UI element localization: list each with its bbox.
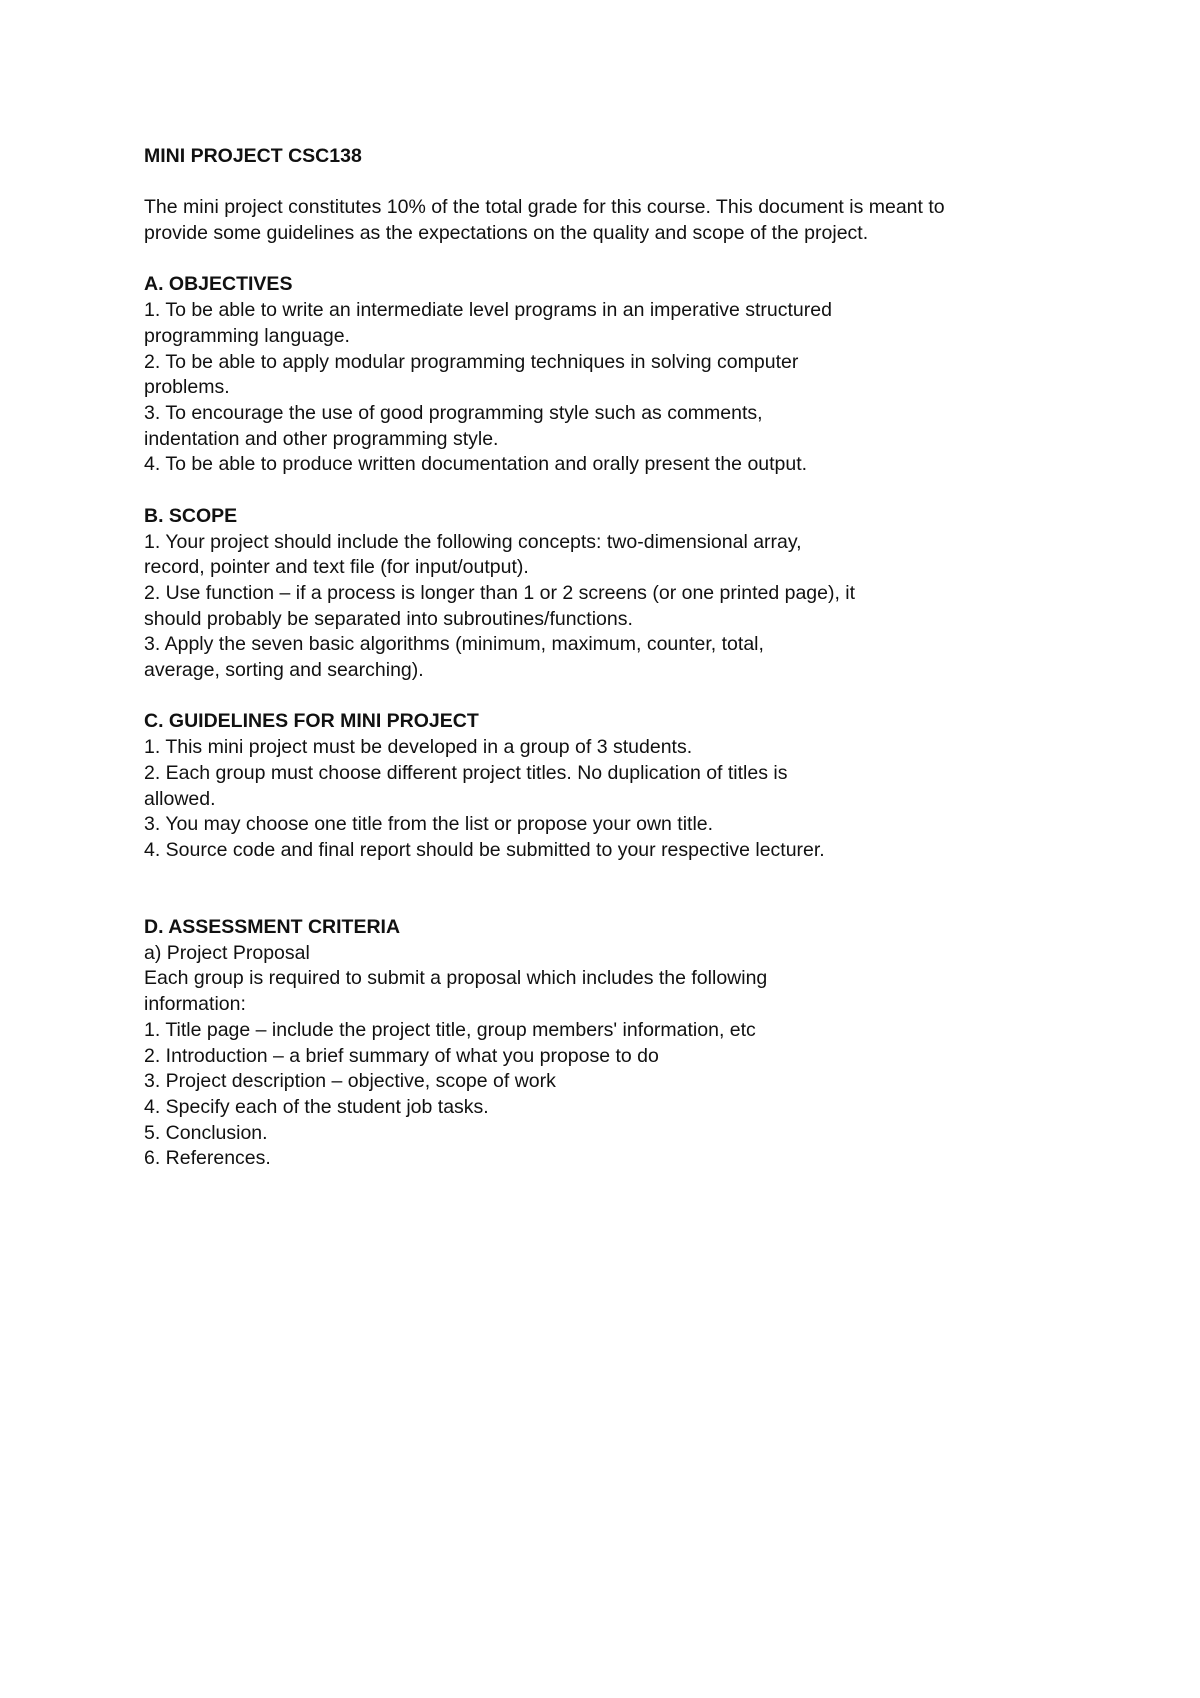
section-heading-guidelines: C. GUIDELINES FOR MINI PROJECT [144,710,479,733]
assessment-line: Each group is required to submit a proposal which includes the following [144,967,768,990]
guidelines-line: 4. Source code and final report should be submitted to your respective lecturer. [144,838,825,861]
section-objectives [144,272,1084,478]
guidelines-line: 1. This mini project must be developed in a group of 3 students. [144,736,693,759]
section-assessment [144,915,1084,1172]
assessment-line: a) Project Proposal [144,941,310,964]
guidelines-line: 3. You may choose one title from the list or propose your own title. [144,813,714,836]
assessment-line: 3. Project description – objective, scope of work [144,1070,556,1093]
section-heading-assessment: D. ASSESSMENT CRITERIA [144,916,401,939]
scope-line: record, pointer and text file (for input/output). [144,556,529,579]
section-heading-objectives: A. OBJECTIVES [144,273,293,296]
document-title: MINI PROJECT CSC138 [144,145,362,167]
assessment-line: 4. Specify each of the student job tasks. [144,1095,489,1118]
section-guidelines [144,709,1084,863]
document-body [144,144,1084,1172]
section-scope [144,504,1084,684]
scope-line: average, sorting and searching). [144,659,424,682]
objectives-line: programming language. [144,324,350,347]
guidelines-line: 2. Each group must choose different project titles. No duplication of titles is [144,761,788,784]
objectives-line: problems. [144,376,230,399]
scope-line: 1. Your project should include the following concepts: two-dimensional array, [144,530,802,553]
guidelines-line: allowed. [144,787,216,810]
objectives-line: 4. To be able to produce written documentation and orally present the output. [144,453,808,476]
assessment-line: 1. Title page – include the project title, group members' information, etc [144,1018,756,1041]
scope-line: should probably be separated into subroutines/functions. [144,607,633,630]
objectives-line: indentation and other programming style. [144,427,499,450]
objectives-line: 3. To encourage the use of good programming style such as comments, [144,402,763,424]
assessment-line: 2. Introduction – a brief summary of what you propose to do [144,1044,659,1067]
section-heading-scope: B. SCOPE [144,504,238,527]
assessment-line: 6. References. [144,1147,271,1170]
intro-paragraph [144,195,1084,246]
scope-line: 3. Apply the seven basic algorithms (minimum, maximum, counter, total, [144,633,764,656]
intro-line: The mini project constitutes 10% of the total grade for this course. This document is meant to [144,196,945,219]
scope-line: 2. Use function – if a process is longer than 1 or 2 screens (or one printed page), it [144,581,856,604]
objectives-line: 2. To be able to apply modular programming techniques in solving computer [144,350,799,373]
assessment-line: 5. Conclusion. [144,1121,268,1144]
assessment-line: information: [144,993,246,1016]
objectives-line: 1. To be able to write an intermediate level programs in an imperative structured [144,299,832,322]
intro-line: provide some guidelines as the expectations on the quality and scope of the project. [144,222,869,245]
